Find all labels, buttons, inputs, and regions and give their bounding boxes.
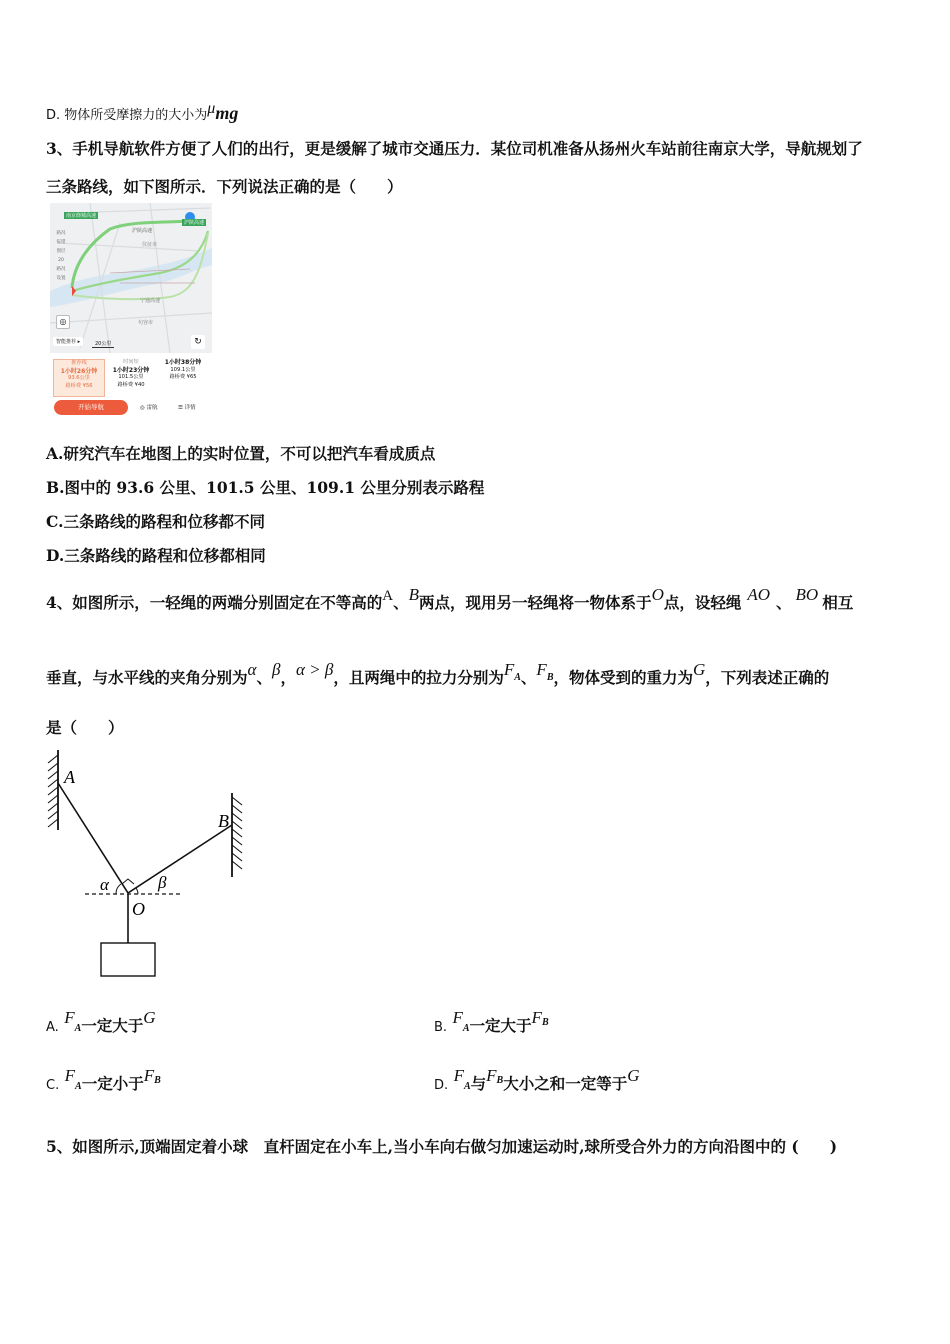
route-dist: 101.5公里 <box>118 374 144 380</box>
map-road-label-4: 句容市 <box>138 320 154 326</box>
option-text: 与 <box>470 1074 487 1093</box>
q4-text: 两点，现用另一轻绳将一物体系于 <box>419 593 652 612</box>
q4-sep: ， <box>280 668 296 687</box>
q4-option-b <box>434 1008 549 1036</box>
map-road-label-1: 沪陕高速 <box>132 228 153 234</box>
radar-button[interactable]: ◎ 雷航 <box>140 405 158 411</box>
fig-label-beta: β <box>158 873 167 892</box>
rope-bo-symbol: BO <box>795 585 819 604</box>
route-tag: 时间短 <box>123 359 139 365</box>
force-fa-symbol: F <box>453 1066 464 1085</box>
q4-text: ，且两绳中的拉力分别为 <box>333 668 504 687</box>
mg-symbol: mg <box>215 103 239 123</box>
q2-option-d-text: D. 物体所受摩擦力的大小为 <box>46 108 208 123</box>
subscript-b: B <box>546 672 554 683</box>
q4-sep: 、 <box>520 668 537 687</box>
map-top-left-label: 南京绕城高速 <box>66 213 97 219</box>
beta-symbol: β <box>271 660 281 679</box>
option-label: A. <box>46 1020 59 1035</box>
q2-option-d <box>46 100 239 124</box>
force-fa-symbol: F <box>503 660 515 679</box>
point-a-symbol: A <box>382 588 394 604</box>
route-fee: 路桥费 ¥56 <box>65 382 93 389</box>
fig-label-a: A <box>64 767 75 787</box>
force-fb-symbol: F <box>531 1008 542 1027</box>
route-time: 1小时38分钟 <box>164 359 202 366</box>
route-card-1[interactable] <box>53 359 105 397</box>
q4-sep: 、 <box>393 593 409 612</box>
gravity-g-symbol: G <box>143 1008 156 1027</box>
q4-text: 4、如图所示，一轻绳的两端分别固定在不等高的 <box>46 593 383 612</box>
locate-icon[interactable]: ◎ <box>56 315 70 329</box>
map-road-label-3: 宁通高速 <box>140 298 161 304</box>
side-item[interactable]: 图层 <box>56 249 66 254</box>
q4-text: 相互 <box>822 593 854 612</box>
q3-stem-line2: 三条路线，如下图所示．下列说法正确的是（ ） <box>46 177 403 196</box>
map-side-toolbar <box>53 229 69 283</box>
q4-option-a <box>46 1008 156 1036</box>
fig-label-b: B <box>218 811 229 831</box>
route-time: 1小时26分钟 <box>60 367 98 375</box>
q4-text: ，物体受到的重力为 <box>553 668 693 687</box>
side-item[interactable]: 报错 <box>56 240 66 245</box>
route-tag: 推荐线 <box>71 360 87 366</box>
q4-sep: 、 <box>256 668 272 687</box>
option-label: D. <box>434 1078 449 1093</box>
q4-stem-line3: 是（ ） <box>46 718 124 737</box>
map-area <box>50 203 212 353</box>
q3-stem-line1: 3、手机导航软件方便了人们的出行，更是缓解了城市交通压力．某位司机准备从扬州火车站前往南京大学，导航规划了 <box>46 139 863 158</box>
detail-button[interactable]: ☰ 详情 <box>178 405 196 411</box>
q3-option-c: C.三条路线的路程和位移都不同 <box>46 512 265 531</box>
point-b-symbol: B <box>408 585 420 604</box>
route-card-2[interactable] <box>106 359 156 395</box>
map-road-label-2: 仪征市 <box>142 242 158 248</box>
rope-ao-symbol: AO <box>747 585 771 604</box>
side-item[interactable]: 设置 <box>56 276 66 281</box>
q3-option-b: B.图中的 93.6 公里、101.5 公里、109.1 公里分别表示路程 <box>46 478 485 497</box>
option-label: B. <box>434 1020 448 1035</box>
q4-option-c <box>46 1066 161 1094</box>
option-text: 一定小于 <box>81 1074 144 1093</box>
q4-text: ，下列表述正确的 <box>705 668 830 687</box>
q4-text: 点，设轻绳 <box>663 593 742 612</box>
q5-stem: 5、如图所示,顶端固定着小球 直杆固定在小车上,当小车向右做匀加速运动时,球所受合外力的方向沿图中的 ( ) <box>46 1137 838 1156</box>
subscript-a: A <box>75 1081 82 1092</box>
inequality-symbol: α > β <box>295 660 334 679</box>
recommend-label[interactable]: 智能推荐 ▸ <box>53 337 83 346</box>
force-fa-symbol: F <box>452 1008 463 1027</box>
subscript-b: B <box>154 1075 161 1086</box>
route-card-3[interactable] <box>158 359 208 395</box>
route-dist: 109.1公里 <box>170 366 196 373</box>
force-fa-symbol: F <box>64 1008 75 1027</box>
q4-sep: 、 <box>776 593 792 612</box>
option-label: C. <box>46 1078 60 1093</box>
gravity-g-symbol: G <box>693 660 706 679</box>
option-text: 大小之和一定等于 <box>503 1074 628 1093</box>
gravity-g-symbol: G <box>627 1066 640 1085</box>
option-text: 一定大于 <box>81 1016 144 1035</box>
map-top-right-label: 沪陕高速 <box>184 220 205 226</box>
start-navigation-button[interactable]: 开始导航 <box>54 400 128 415</box>
option-text: 一定大于 <box>469 1016 532 1035</box>
fig-label-o: O <box>132 899 145 919</box>
route-dist: 93.6公里 <box>68 375 90 381</box>
subscript-a: A <box>74 1023 82 1034</box>
q4-text: 垂直，与水平线的夹角分别为 <box>46 668 248 687</box>
refresh-icon[interactable]: ↻ <box>191 335 205 349</box>
subscript-a: A <box>462 1023 470 1034</box>
alpha-symbol: α <box>247 660 257 679</box>
force-fb-symbol: F <box>486 1066 497 1085</box>
force-fb-symbol: F <box>536 660 547 679</box>
map-scale: 20公里 <box>92 340 114 348</box>
q4-stem-line1 <box>46 585 854 613</box>
side-item[interactable]: 路况 <box>56 231 66 236</box>
q4-stem-line2 <box>46 660 830 688</box>
subscript-b: B <box>541 1017 549 1028</box>
mu-symbol: μ <box>207 100 216 117</box>
q4-force-diagram <box>40 745 250 985</box>
fig-label-alpha: α <box>100 875 109 894</box>
force-fb-symbol: F <box>143 1066 155 1085</box>
route-fee: 路桥费 ¥65 <box>169 374 197 380</box>
q4-option-d <box>434 1066 640 1094</box>
side-item[interactable]: 20 <box>58 258 64 263</box>
navigation-map-screenshot <box>50 203 212 417</box>
subscript-a: A <box>514 672 521 683</box>
route-time: 1小时23分钟 <box>112 366 150 374</box>
force-fa-symbol: F <box>64 1066 76 1085</box>
route-fee: 路桥费 ¥40 <box>117 381 145 388</box>
subscript-a: A <box>463 1081 471 1092</box>
q3-option-d: D.三条路线的路程和位移都相同 <box>46 546 266 565</box>
subscript-b: B <box>496 1075 504 1086</box>
q3-option-a: A.研究汽车在地图上的实时位置，不可以把汽车看成质点 <box>46 444 436 463</box>
point-o-symbol: O <box>651 585 664 604</box>
side-item[interactable]: 路况 <box>56 267 66 272</box>
